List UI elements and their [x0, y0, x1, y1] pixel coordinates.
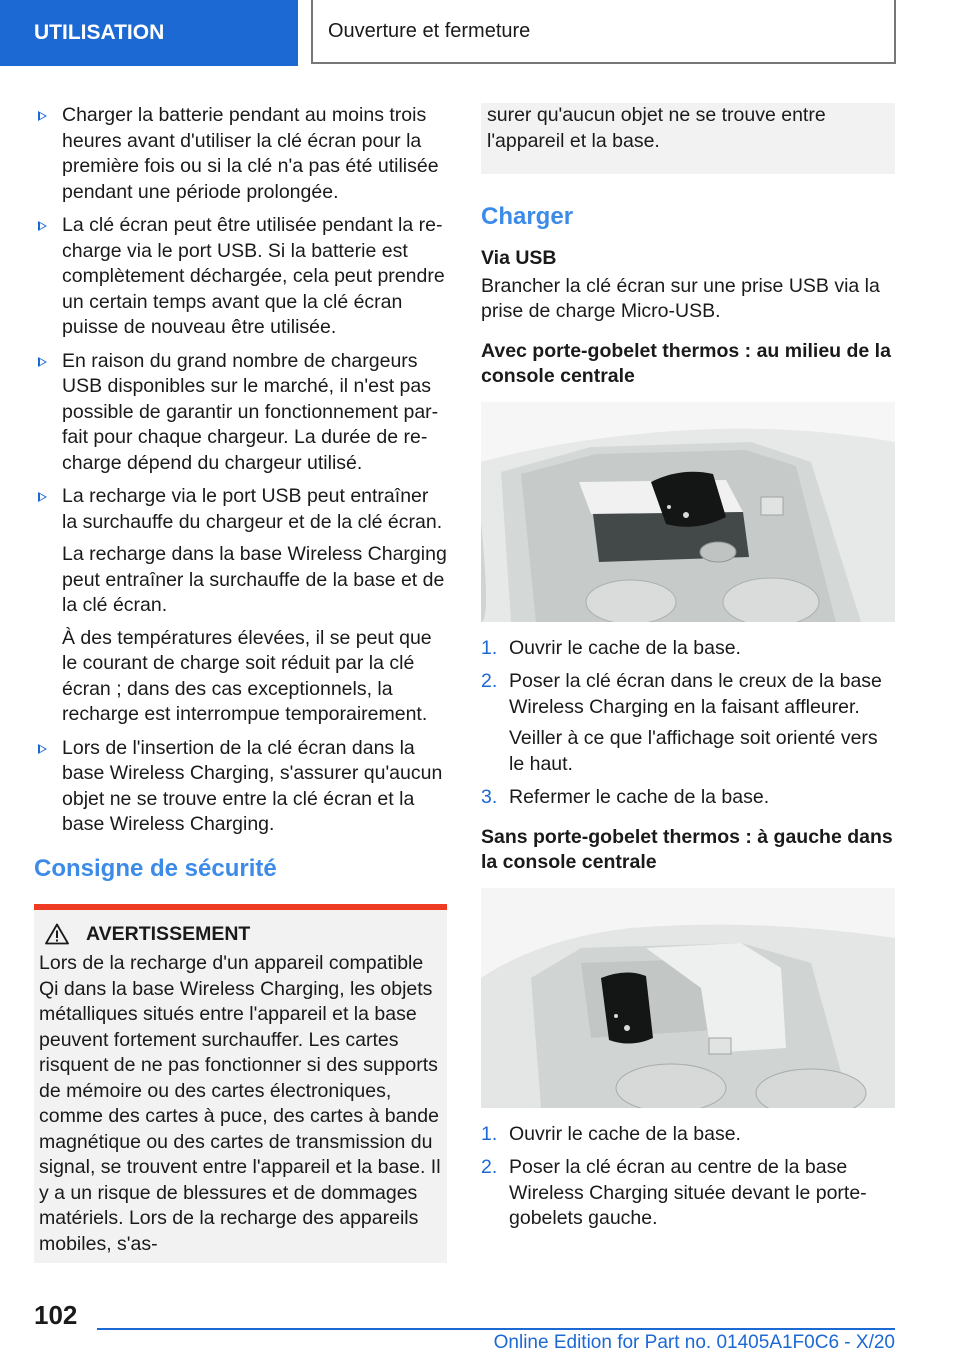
left-column [34, 103, 447, 1263]
bullet-item [34, 213, 447, 341]
charger-heading: Charger [481, 203, 574, 230]
bullet-text: En raison du grand nombre de chargeurs USB disponibles sur le marché, il n'est pas possible de garantir un fonctionnement parfait pour chaque chargeur. La durée de recharge dépend du chargeur utilisé. [62, 349, 439, 474]
step-number: 3. [481, 786, 498, 808]
step-text: Ouvrir le cache de la base. [509, 1122, 741, 1145]
step-text: Poser la clé écran au centre de la base Wireless Charging située devant le porte-gobelets gauche. [509, 1156, 867, 1229]
usb-heading: Via USB [481, 247, 557, 269]
warning-box [34, 904, 447, 1264]
console-left-illustration [481, 888, 895, 1108]
console-center-illustration [481, 402, 895, 622]
warning-triangle-icon [45, 923, 69, 945]
bullet-text: À des températures élevées, il se peut que le courant de charge soit réduit par la clé écran ; dans des cas exceptionnels, la recharge est interrompue temporairement. [62, 626, 432, 725]
console-photo-center [481, 402, 895, 622]
bullet-item [34, 736, 447, 838]
footer-edition: Online Edition for Part no. 01405A1F0C6 - X/20 [493, 1332, 895, 1353]
step-item [481, 636, 895, 662]
bullet-text: La clé écran peut être utilisée pendant la recharge via le port USB. Si la batterie est complètement déchargée, cela peut prendre un certain temps avant que la clé écran puisse de nouveau être utilisée. [62, 214, 445, 338]
step-item [481, 1122, 895, 1148]
right-column [481, 103, 895, 1240]
step-item [481, 785, 895, 811]
footer-rule [97, 1328, 895, 1330]
chapter-title: Ouverture et fermeture [328, 19, 531, 42]
chapter-header [311, 0, 896, 64]
bullet-text: Lors de l'insertion de la clé écran dans la base Wireless Charging, s'assurer qu'aucun objet ne se trouve entre la clé écran et la base Wireless Charging. [62, 736, 443, 835]
step-number: 1. [481, 1122, 498, 1145]
warning-continuation-text: surer qu'aucun objet ne se trouve entre l'appareil et la base. [487, 104, 826, 152]
bullet-item [34, 349, 447, 477]
triangle-bullet-icon [38, 744, 47, 754]
usb-text: Brancher la clé écran sur une prise USB via la prise de charge Micro-USB. [481, 274, 880, 322]
triangle-bullet-icon [38, 221, 47, 231]
section-title: UTILISATION [34, 21, 165, 44]
warning-title: AVERTISSEMENT [86, 922, 251, 945]
step-item [481, 669, 895, 777]
warning-title-row [39, 922, 442, 948]
console-photo-left [481, 888, 895, 1108]
section-tab [0, 0, 298, 66]
bullet-item [34, 484, 447, 728]
warning-text: Lors de la recharge d'un appareil compatible Qi dans la base Wireless Charging, les objets métalliques situés entre l'appareil et la base peuvent fortement surchauffer. Les cartes risquent de ne pas fonctionner si des supports de mémoire ou des cartes électroniques, comme des cartes à puce, des cartes à bande magnétique ou des cartes de transmission du signal, se trouvent entre l'appareil et la base. Il y a un risque de blessures et de dommages matériels. Lors de la recharge des appareils mobiles, s'as- [39, 952, 441, 1255]
with-holder-heading: Avec porte-gobelet thermos : au milieu de la console centrale [481, 339, 891, 387]
step-text: Poser la clé écran dans le creux de la base Wireless Charging en la faisant affleurer. [509, 670, 882, 718]
step-extra-text: Veiller à ce que l'affichage soit orienté vers le haut. [509, 727, 878, 775]
safety-heading: Consigne de sécurité [34, 854, 277, 882]
without-holder-heading: Sans porte-gobelet thermos : à gauche dans la console centrale [481, 825, 893, 873]
warning-continuation-box [481, 103, 895, 174]
bullet-text: Charger la batterie pendant au moins trois heures avant d'utiliser la clé écran pour la première fois ou si la clé n'a pas été utilisée pendant une période prolongée. [62, 104, 439, 203]
bullet-item [34, 103, 447, 205]
page-number: 102 [34, 1300, 78, 1330]
step-text: Ouvrir le cache de la base. [509, 636, 741, 659]
step-item [481, 1155, 895, 1232]
step-number: 2. [481, 1156, 498, 1178]
step-number: 2. [481, 670, 498, 692]
step-number: 1. [481, 636, 498, 659]
bullet-text: La recharge dans la base Wireless Charging peut entraîner la surchauffe de la base et de la clé écran. [62, 543, 447, 616]
triangle-bullet-icon [38, 111, 47, 121]
bullet-text: La recharge via le port USB peut entraîner la surchauffe du chargeur et de la clé écran. [62, 485, 443, 533]
step-text: Refermer le cache de la base. [509, 786, 770, 808]
triangle-bullet-icon [38, 492, 47, 502]
triangle-bullet-icon [38, 357, 47, 367]
